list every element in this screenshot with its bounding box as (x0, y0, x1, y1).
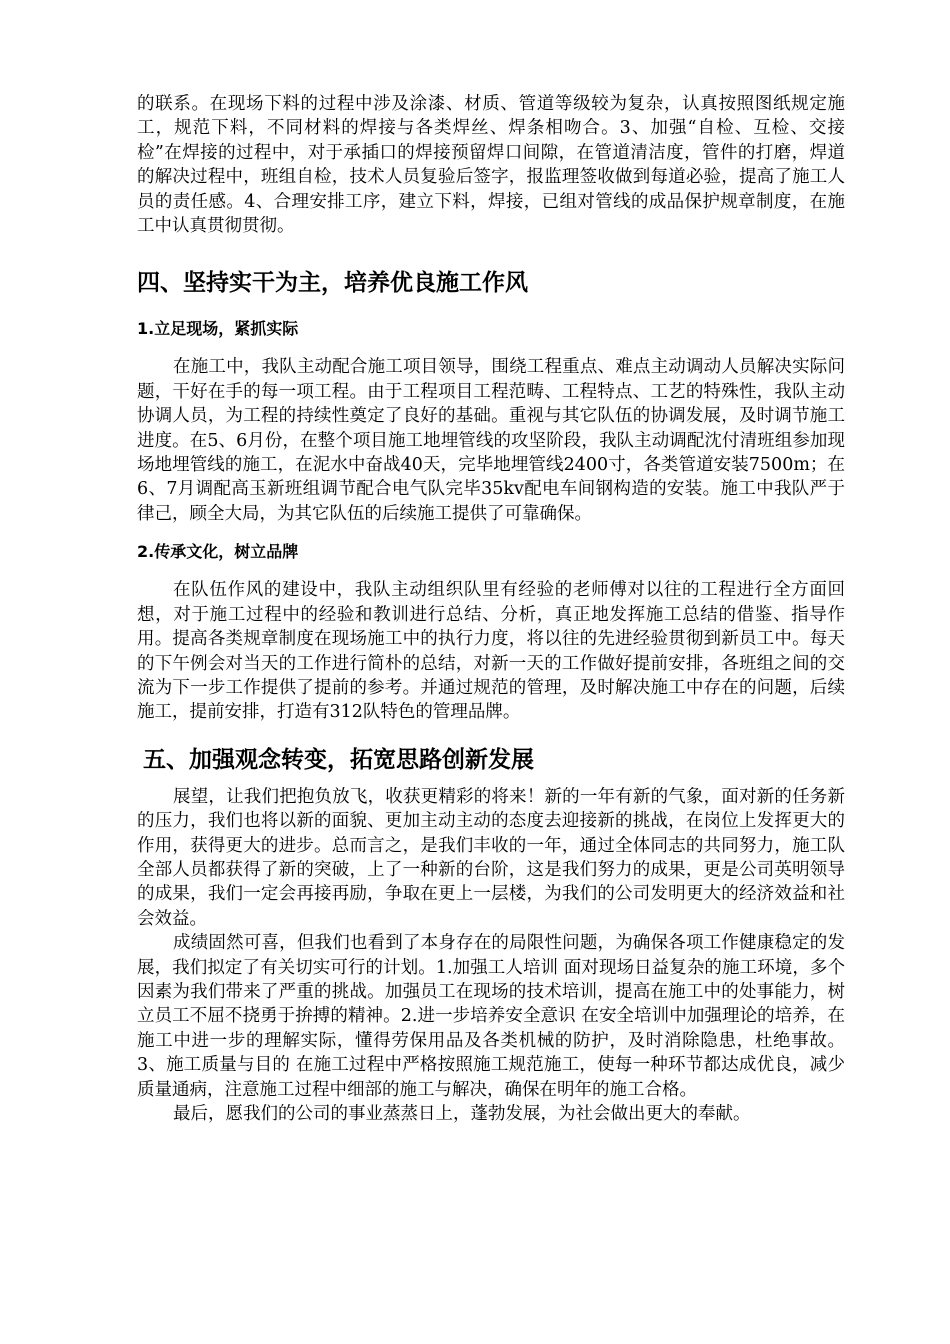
section-4-heading: 四、坚持实干为主，培养优良施工作风 (137, 270, 528, 297)
subsection-4-2-body: 在队伍作风的建设中，我队主动组织队里有经验的老师傅对以往的工程进行全方面回想，对于施工过程中的经验和教训进行总结、分析，真正地发挥施工总结的借鉴、指导作用。提高各类规章制度在现场施工中的执行力度，将以往的先进经验贯彻到新员工中。每天的下午例会对当天的工作进行简朴的总结，对新一天的工作做好提前安排，各班组之间的交流为下一步工作提供了提前的参考。并通过规范的管理，及时解决施工中存在的问题，后续施工，提前安排，打造有312队特色的管理品牌。 (137, 580, 845, 723)
section-5-paragraph-1: 展望，让我们把抱负放飞，收获更精彩的将来！新的一年有新的气象，面对新的任务新的压力，我们也将以新的面貌、更加主动主动的态度去迎接新的挑战，在岗位上发挥更大的作用，获得更大的进步。总而言之，是我们丰收的一年，通过全体同志的共同努力，施工队全部人员都获得了新的突破，上了一种新的台阶，这是我们努力的成果，更是公司英明领导的成果，我们一定会再接再励，争取在更上一层楼，为我们的公司发明更大的经济效益和社会效益。 (137, 786, 845, 929)
document-page (137, 92, 845, 1126)
section-5-paragraph-2: 成绩固然可喜，但我们也看到了本身存在的局限性问题，为确保各项工作健康稳定的发展，我们拟定了有关切实可行的计划。1.加强工人培训 面对现场日益复杂的施工环境，多个因素为我们带来了严重的挑战。加强员工在现场的技术培训，提高在施工中的处事能力，树立员工不屈不挠勇于拚搏的精神。2.进一步培养安全意识 在安全培训中加强理论的培养，在施工中进一步的理解实际，懂得劳保用品及各类机械的防护，及时消除隐患，杜绝事故。3、施工质量与目的 在施工过程中严格按照施工规范施工，使每一种环节都达成优良，减少质量通病，注意施工过程中细部的施工与解决，确保在明年的施工合格。 (137, 933, 845, 1100)
section-5-heading: 五、加强观念转变，拓宽思路创新发展 (143, 746, 534, 773)
intro-paragraph: 的联系。在现场下料的过程中涉及涂漆、材质、管道等级较为复杂，认真按照图纸规定施工，规范下料，不同材料的焊接与各类焊丝、焊条相吻合。3、加强“自检、互检、交接检”在焊接的过程中，对于承插口的焊接预留焊口间隙，在管道清洁度，管件的打磨，焊道的解决过程中，班组自检，技术人员复验后签字，报监理签收做到每道必验，提高了施工人员的责任感。4、合理安排工序，建立下料，焊接，已组对管线的成品保护规章制度，在施工中认真贯彻贯彻。 (137, 94, 845, 237)
section-5-paragraph-3: 最后，愿我们的公司的事业蒸蒸日上，蓬勃发展，为社会做出更大的奉献。 (173, 1104, 751, 1124)
subsection-4-1-body: 在施工中，我队主动配合施工项目领导，围绕工程重点、难点主动调动人员解决实际问题，干好在手的每一项工程。由于工程项目工程范畴、工程特点、工艺的特殊性，我队主动协调人员，为工程的持续性奠定了良好的基础。重视与其它队伍的协调发展，及时调节施工进度。在5、6月份，在整个项目施工地埋管线的攻坚阶段，我队主动调配沈付清班组参加现场地埋管线的施工，在泥水中奋战40天，完毕地埋管线2400寸，各类管道安装7500m；在6、7月调配高玉新班组调节配合电气队完毕35kv配电车间钢构造的安装。施工中我队严于律己，顾全大局，为其它队伍的后续施工提供了可靠确保。 (137, 357, 845, 524)
subsection-4-2-heading: 2.传承文化，树立品牌 (137, 542, 299, 562)
subsection-4-1-heading: 1.立足现场，紧抓实际 (137, 319, 299, 339)
